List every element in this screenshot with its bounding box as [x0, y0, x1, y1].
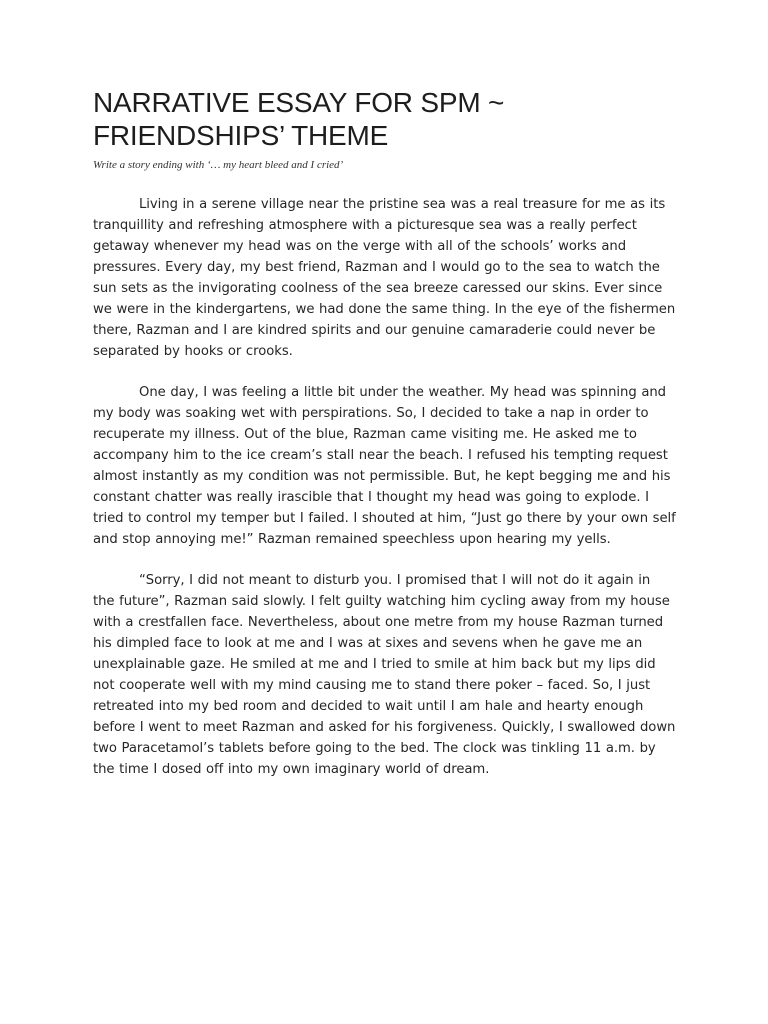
title-line-1: NARRATIVE ESSAY FOR SPM ~ — [93, 87, 505, 118]
title-line-2: FRIENDSHIPS’ THEME — [93, 120, 389, 151]
paragraph-2: One day, I was feeling a little bit under the weather. My head was spinning and my body was soaking wet with perspirations. So, I decided to take a nap in order to recuperate my illness. Out of the blue, Razman came visiting me. He asked me to accompany him to the ice cream’s stall near the beach. I refused his tempting request almost instantly as my condition was not permissible. But, he kept begging me and his constant chatter was really irascible that I thought my head was going to explode. I tried to control my temper but I failed. I shouted at him, “Just go there by your own self and stop annoying me!” Razman remained speechless upon hearing my yells. — [93, 385, 676, 547]
paragraph-1: Living in a serene village near the pristine sea was a real treasure for me as its tranquillity and refreshing atmosphere with a picturesque sea was a really perfect getaway whenever my head was on the verge with all of the schools’ works and pressures. Every day, my best friend, Razman and I would go to the sea to watch the sun sets as the invigorating coolness of the sea breeze caressed our skins. Ever since we were in the kindergartens, we had done the same thing. In the eye of the fishermen there, Razman and I are kindred spirits and our genuine camaraderie could never be separated by hooks or crooks. — [93, 197, 676, 359]
paragraph-3: “Sorry, I did not meant to disturb you. I promised that I will not do it again in the future”, Razman said slowly. I felt guilty watching him cycling away from my house with a crestfallen face. Nevertheless, about one metre from my house Razman turned his dimpled face to look at me and I was at sixes and sevens when he gave me an unexplainable gaze. He smiled at me and I tried to smile at him back but my lips did not cooperate well with my mind causing me to stand there poker – faced. So, I just retreated into my bed room and decided to wait until I am hale and hearty enough before I went to meet Razman and asked for his forgiveness. Quickly, I swallowed down two Paracetamol’s tablets before going to the bed. The clock was tinkling 11 a.m. by the time I dosed off into my own imaginary world of dream. — [93, 573, 676, 777]
document-subtitle: Write a story ending with ‘… my heart bleed and I cried’ — [93, 159, 344, 171]
document-title — [93, 86, 676, 152]
